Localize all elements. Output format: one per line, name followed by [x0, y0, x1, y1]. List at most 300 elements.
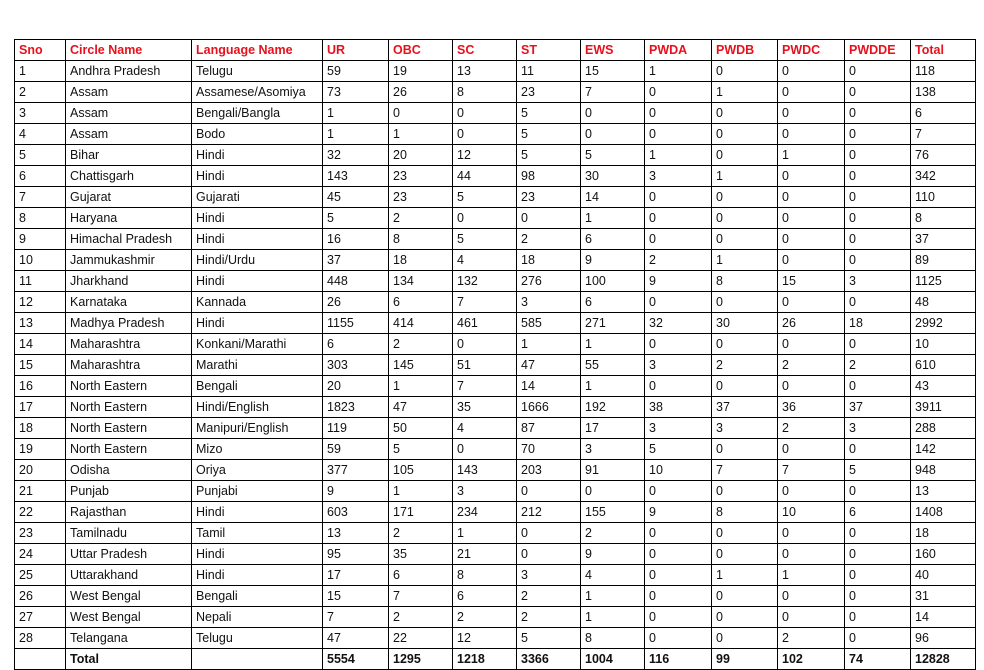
cell-sno[interactable]: 18: [15, 418, 66, 439]
cell-pwdc[interactable]: 1: [778, 145, 845, 166]
cell-circle[interactable]: North Eastern: [66, 418, 192, 439]
cell-st[interactable]: 203: [517, 460, 581, 481]
cell-obc[interactable]: 1: [389, 376, 453, 397]
cell-pwdc[interactable]: 0: [778, 124, 845, 145]
cell-obc[interactable]: 35: [389, 544, 453, 565]
cell-pwdde[interactable]: 0: [845, 61, 911, 82]
cell-sc[interactable]: 6: [453, 586, 517, 607]
cell-pwda[interactable]: 0: [645, 229, 712, 250]
cell-pwdc[interactable]: 26: [778, 313, 845, 334]
cell-ews[interactable]: 9: [581, 544, 645, 565]
cell-pwdb[interactable]: 0: [712, 124, 778, 145]
table-row[interactable]: [15, 523, 976, 544]
cell-ews[interactable]: 0: [581, 103, 645, 124]
cell-ews[interactable]: 55: [581, 355, 645, 376]
cell-sc[interactable]: 143: [453, 460, 517, 481]
cell-st[interactable]: 23: [517, 187, 581, 208]
cell-total[interactable]: 6: [911, 103, 976, 124]
cell-ews[interactable]: 7: [581, 82, 645, 103]
cell-pwdc[interactable]: 2: [778, 355, 845, 376]
cell-sno[interactable]: 2: [15, 82, 66, 103]
cell-st[interactable]: 23: [517, 82, 581, 103]
cell-pwdc[interactable]: 0: [778, 481, 845, 502]
table-row[interactable]: [15, 166, 976, 187]
cell-st[interactable]: 14: [517, 376, 581, 397]
cell-obc[interactable]: 2: [389, 334, 453, 355]
cell-pwdb[interactable]: 0: [712, 292, 778, 313]
cell-ews[interactable]: 271: [581, 313, 645, 334]
cell-total[interactable]: 118: [911, 61, 976, 82]
cell-pwdde[interactable]: 6: [845, 502, 911, 523]
cell-total[interactable]: 96: [911, 628, 976, 649]
cell-pwda[interactable]: 3: [645, 166, 712, 187]
cell-total[interactable]: 89: [911, 250, 976, 271]
cell-circle[interactable]: Gujarat: [66, 187, 192, 208]
cell-ews[interactable]: 1: [581, 334, 645, 355]
cell-sc[interactable]: 12: [453, 145, 517, 166]
cell-pwdb[interactable]: 1: [712, 250, 778, 271]
cell-st[interactable]: 2: [517, 607, 581, 628]
cell-pwda[interactable]: 32: [645, 313, 712, 334]
table-row[interactable]: [15, 481, 976, 502]
cell-sno[interactable]: 16: [15, 376, 66, 397]
cell-total[interactable]: 13: [911, 481, 976, 502]
cell-obc[interactable]: 18: [389, 250, 453, 271]
cell-total[interactable]: 1408: [911, 502, 976, 523]
cell-total[interactable]: 14: [911, 607, 976, 628]
cell-pwdde[interactable]: 3: [845, 271, 911, 292]
cell-circle[interactable]: West Bengal: [66, 607, 192, 628]
cell-sno[interactable]: 13: [15, 313, 66, 334]
total-cell-pwdde[interactable]: 74: [845, 649, 911, 670]
cell-sc[interactable]: 4: [453, 250, 517, 271]
cell-pwdc[interactable]: 15: [778, 271, 845, 292]
cell-pwdc[interactable]: 0: [778, 607, 845, 628]
cell-pwdb[interactable]: 0: [712, 145, 778, 166]
cell-pwdde[interactable]: 0: [845, 292, 911, 313]
cell-circle[interactable]: Maharashtra: [66, 334, 192, 355]
cell-obc[interactable]: 50: [389, 418, 453, 439]
total-cell-st[interactable]: 3366: [517, 649, 581, 670]
cell-st[interactable]: 5: [517, 628, 581, 649]
cell-ur[interactable]: 17: [323, 565, 389, 586]
table-row[interactable]: [15, 229, 976, 250]
cell-ews[interactable]: 30: [581, 166, 645, 187]
cell-pwdc[interactable]: 0: [778, 103, 845, 124]
total-cell-pwdb[interactable]: 99: [712, 649, 778, 670]
cell-total[interactable]: 31: [911, 586, 976, 607]
cell-obc[interactable]: 2: [389, 208, 453, 229]
cell-obc[interactable]: 20: [389, 145, 453, 166]
cell-sno[interactable]: 28: [15, 628, 66, 649]
cell-pwdc[interactable]: 0: [778, 82, 845, 103]
cell-st[interactable]: 0: [517, 481, 581, 502]
cell-pwdde[interactable]: 0: [845, 124, 911, 145]
column-header-ews[interactable]: EWS: [581, 40, 645, 61]
cell-pwdde[interactable]: 0: [845, 187, 911, 208]
cell-lang[interactable]: Hindi: [192, 544, 323, 565]
cell-circle[interactable]: North Eastern: [66, 376, 192, 397]
table-row[interactable]: [15, 250, 976, 271]
cell-pwda[interactable]: 0: [645, 586, 712, 607]
cell-pwdc[interactable]: 36: [778, 397, 845, 418]
cell-ur[interactable]: 45: [323, 187, 389, 208]
cell-sno[interactable]: 15: [15, 355, 66, 376]
cell-lang[interactable]: Hindi: [192, 502, 323, 523]
cell-ur[interactable]: 1: [323, 103, 389, 124]
table-row[interactable]: [15, 607, 976, 628]
cell-pwda[interactable]: 0: [645, 565, 712, 586]
cell-sc[interactable]: 8: [453, 565, 517, 586]
cell-pwdc[interactable]: 0: [778, 376, 845, 397]
cell-pwdb[interactable]: 0: [712, 523, 778, 544]
cell-total[interactable]: 342: [911, 166, 976, 187]
cell-ur[interactable]: 6: [323, 334, 389, 355]
cell-total[interactable]: 7: [911, 124, 976, 145]
cell-pwdde[interactable]: 0: [845, 82, 911, 103]
cell-pwdb[interactable]: 30: [712, 313, 778, 334]
total-cell-sno[interactable]: [15, 649, 66, 670]
cell-st[interactable]: 98: [517, 166, 581, 187]
cell-ews[interactable]: 0: [581, 124, 645, 145]
cell-pwdb[interactable]: 0: [712, 334, 778, 355]
table-row[interactable]: [15, 628, 976, 649]
total-cell-ews[interactable]: 1004: [581, 649, 645, 670]
cell-pwda[interactable]: 0: [645, 187, 712, 208]
cell-pwdde[interactable]: 0: [845, 565, 911, 586]
cell-obc[interactable]: 145: [389, 355, 453, 376]
column-header-total[interactable]: Total: [911, 40, 976, 61]
cell-obc[interactable]: 22: [389, 628, 453, 649]
cell-sc[interactable]: 7: [453, 292, 517, 313]
cell-pwdb[interactable]: 3: [712, 418, 778, 439]
cell-pwdc[interactable]: 0: [778, 586, 845, 607]
cell-pwdc[interactable]: 0: [778, 334, 845, 355]
total-cell-sc[interactable]: 1218: [453, 649, 517, 670]
cell-pwdb[interactable]: 8: [712, 271, 778, 292]
cell-total[interactable]: 37: [911, 229, 976, 250]
table-row[interactable]: [15, 586, 976, 607]
cell-ews[interactable]: 6: [581, 292, 645, 313]
cell-circle[interactable]: Jammukashmir: [66, 250, 192, 271]
cell-pwda[interactable]: 1: [645, 61, 712, 82]
cell-total[interactable]: 18: [911, 523, 976, 544]
cell-obc[interactable]: 6: [389, 292, 453, 313]
cell-lang[interactable]: Bengali: [192, 376, 323, 397]
cell-obc[interactable]: 19: [389, 61, 453, 82]
cell-lang[interactable]: Hindi/Urdu: [192, 250, 323, 271]
cell-pwdde[interactable]: 0: [845, 250, 911, 271]
cell-sno[interactable]: 3: [15, 103, 66, 124]
cell-pwdb[interactable]: 0: [712, 229, 778, 250]
cell-sc[interactable]: 7: [453, 376, 517, 397]
cell-sc[interactable]: 35: [453, 397, 517, 418]
cell-ews[interactable]: 9: [581, 250, 645, 271]
cell-obc[interactable]: 1: [389, 481, 453, 502]
cell-sno[interactable]: 9: [15, 229, 66, 250]
cell-obc[interactable]: 105: [389, 460, 453, 481]
cell-circle[interactable]: Assam: [66, 82, 192, 103]
cell-total[interactable]: 3911: [911, 397, 976, 418]
cell-pwda[interactable]: 9: [645, 271, 712, 292]
table-row[interactable]: [15, 376, 976, 397]
cell-obc[interactable]: 23: [389, 166, 453, 187]
cell-lang[interactable]: Assamese/Asomiya: [192, 82, 323, 103]
cell-lang[interactable]: Hindi: [192, 313, 323, 334]
cell-ur[interactable]: 59: [323, 61, 389, 82]
cell-obc[interactable]: 2: [389, 523, 453, 544]
cell-ur[interactable]: 303: [323, 355, 389, 376]
table-row[interactable]: [15, 334, 976, 355]
total-cell-pwdc[interactable]: 102: [778, 649, 845, 670]
cell-pwdb[interactable]: 7: [712, 460, 778, 481]
cell-circle[interactable]: Jharkhand: [66, 271, 192, 292]
table-row[interactable]: [15, 208, 976, 229]
cell-ur[interactable]: 448: [323, 271, 389, 292]
cell-sno[interactable]: 26: [15, 586, 66, 607]
cell-total[interactable]: 142: [911, 439, 976, 460]
cell-ur[interactable]: 32: [323, 145, 389, 166]
cell-pwdde[interactable]: 5: [845, 460, 911, 481]
cell-pwda[interactable]: 38: [645, 397, 712, 418]
cell-lang[interactable]: Oriya: [192, 460, 323, 481]
cell-pwdc[interactable]: 0: [778, 292, 845, 313]
cell-pwdb[interactable]: 0: [712, 439, 778, 460]
cell-sno[interactable]: 11: [15, 271, 66, 292]
cell-pwdb[interactable]: 2: [712, 355, 778, 376]
cell-ews[interactable]: 5: [581, 145, 645, 166]
cell-ews[interactable]: 192: [581, 397, 645, 418]
cell-ews[interactable]: 1: [581, 607, 645, 628]
cell-pwda[interactable]: 3: [645, 355, 712, 376]
cell-sc[interactable]: 0: [453, 124, 517, 145]
cell-sc[interactable]: 8: [453, 82, 517, 103]
cell-ews[interactable]: 155: [581, 502, 645, 523]
cell-pwdb[interactable]: 0: [712, 187, 778, 208]
cell-ur[interactable]: 1: [323, 124, 389, 145]
cell-pwdb[interactable]: 0: [712, 544, 778, 565]
column-header-ur[interactable]: UR: [323, 40, 389, 61]
cell-pwdb[interactable]: 8: [712, 502, 778, 523]
cell-st[interactable]: 87: [517, 418, 581, 439]
cell-sno[interactable]: 1: [15, 61, 66, 82]
cell-circle[interactable]: West Bengal: [66, 586, 192, 607]
cell-sc[interactable]: 0: [453, 208, 517, 229]
cell-lang[interactable]: Mizo: [192, 439, 323, 460]
cell-total[interactable]: 160: [911, 544, 976, 565]
table-row[interactable]: [15, 502, 976, 523]
cell-ur[interactable]: 5: [323, 208, 389, 229]
cell-total[interactable]: 40: [911, 565, 976, 586]
cell-lang[interactable]: Hindi/English: [192, 397, 323, 418]
cell-pwdc[interactable]: 2: [778, 418, 845, 439]
cell-sno[interactable]: 22: [15, 502, 66, 523]
cell-pwda[interactable]: 0: [645, 628, 712, 649]
cell-ur[interactable]: 9: [323, 481, 389, 502]
cell-pwda[interactable]: 0: [645, 292, 712, 313]
cell-lang[interactable]: Hindi: [192, 565, 323, 586]
cell-pwdde[interactable]: 0: [845, 166, 911, 187]
cell-obc[interactable]: 414: [389, 313, 453, 334]
cell-st[interactable]: 70: [517, 439, 581, 460]
cell-ews[interactable]: 4: [581, 565, 645, 586]
cell-sno[interactable]: 12: [15, 292, 66, 313]
cell-pwda[interactable]: 0: [645, 124, 712, 145]
cell-total[interactable]: 1125: [911, 271, 976, 292]
total-cell-pwda[interactable]: 116: [645, 649, 712, 670]
cell-circle[interactable]: Tamilnadu: [66, 523, 192, 544]
cell-sno[interactable]: 6: [15, 166, 66, 187]
cell-ur[interactable]: 603: [323, 502, 389, 523]
cell-pwdde[interactable]: 0: [845, 523, 911, 544]
cell-lang[interactable]: Manipuri/English: [192, 418, 323, 439]
cell-sc[interactable]: 0: [453, 103, 517, 124]
cell-pwdc[interactable]: 0: [778, 208, 845, 229]
cell-pwdc[interactable]: 0: [778, 187, 845, 208]
cell-total[interactable]: 76: [911, 145, 976, 166]
cell-circle[interactable]: Andhra Pradesh: [66, 61, 192, 82]
cell-sc[interactable]: 5: [453, 229, 517, 250]
cell-pwdde[interactable]: 0: [845, 145, 911, 166]
cell-ews[interactable]: 17: [581, 418, 645, 439]
cell-obc[interactable]: 2: [389, 607, 453, 628]
column-header-lang[interactable]: Language Name: [192, 40, 323, 61]
cell-pwdb[interactable]: 0: [712, 208, 778, 229]
table-total-row[interactable]: [15, 649, 976, 670]
cell-pwda[interactable]: 9: [645, 502, 712, 523]
table-row[interactable]: [15, 292, 976, 313]
cell-obc[interactable]: 134: [389, 271, 453, 292]
cell-total[interactable]: 948: [911, 460, 976, 481]
cell-sc[interactable]: 234: [453, 502, 517, 523]
cell-pwdb[interactable]: 0: [712, 586, 778, 607]
cell-pwdb[interactable]: 1: [712, 166, 778, 187]
cell-sno[interactable]: 10: [15, 250, 66, 271]
cell-sc[interactable]: 132: [453, 271, 517, 292]
cell-st[interactable]: 18: [517, 250, 581, 271]
cell-circle[interactable]: Telangana: [66, 628, 192, 649]
cell-sc[interactable]: 1: [453, 523, 517, 544]
cell-sno[interactable]: 14: [15, 334, 66, 355]
cell-ews[interactable]: 6: [581, 229, 645, 250]
cell-sc[interactable]: 3: [453, 481, 517, 502]
cell-lang[interactable]: Hindi: [192, 145, 323, 166]
table-row[interactable]: [15, 565, 976, 586]
cell-obc[interactable]: 1: [389, 124, 453, 145]
cell-pwdc[interactable]: 0: [778, 166, 845, 187]
cell-circle[interactable]: Uttarakhand: [66, 565, 192, 586]
cell-sno[interactable]: 24: [15, 544, 66, 565]
column-header-pwdde[interactable]: PWDDE: [845, 40, 911, 61]
cell-pwda[interactable]: 0: [645, 82, 712, 103]
cell-circle[interactable]: North Eastern: [66, 397, 192, 418]
cell-ews[interactable]: 91: [581, 460, 645, 481]
column-header-pwdb[interactable]: PWDB: [712, 40, 778, 61]
cell-sno[interactable]: 23: [15, 523, 66, 544]
cell-st[interactable]: 0: [517, 544, 581, 565]
cell-sno[interactable]: 7: [15, 187, 66, 208]
cell-pwdc[interactable]: 10: [778, 502, 845, 523]
cell-sno[interactable]: 8: [15, 208, 66, 229]
cell-sc[interactable]: 0: [453, 439, 517, 460]
cell-circle[interactable]: Uttar Pradesh: [66, 544, 192, 565]
cell-lang[interactable]: Tamil: [192, 523, 323, 544]
column-header-st[interactable]: ST: [517, 40, 581, 61]
cell-sc[interactable]: 5: [453, 187, 517, 208]
cell-pwdde[interactable]: 0: [845, 229, 911, 250]
cell-ur[interactable]: 377: [323, 460, 389, 481]
cell-st[interactable]: 3: [517, 292, 581, 313]
cell-sc[interactable]: 51: [453, 355, 517, 376]
cell-ur[interactable]: 37: [323, 250, 389, 271]
cell-total[interactable]: 10: [911, 334, 976, 355]
cell-st[interactable]: 0: [517, 208, 581, 229]
cell-ur[interactable]: 143: [323, 166, 389, 187]
cell-ur[interactable]: 47: [323, 628, 389, 649]
cell-pwdc[interactable]: 0: [778, 250, 845, 271]
cell-pwda[interactable]: 0: [645, 523, 712, 544]
cell-sno[interactable]: 19: [15, 439, 66, 460]
cell-ews[interactable]: 8: [581, 628, 645, 649]
cell-ur[interactable]: 15: [323, 586, 389, 607]
cell-ews[interactable]: 15: [581, 61, 645, 82]
total-cell-circle[interactable]: Total: [66, 649, 192, 670]
cell-sc[interactable]: 21: [453, 544, 517, 565]
cell-lang[interactable]: Telugu: [192, 61, 323, 82]
cell-obc[interactable]: 7: [389, 586, 453, 607]
cell-sno[interactable]: 20: [15, 460, 66, 481]
cell-pwdb[interactable]: 1: [712, 82, 778, 103]
table-row[interactable]: [15, 61, 976, 82]
cell-ews[interactable]: 1: [581, 586, 645, 607]
cell-sno[interactable]: 4: [15, 124, 66, 145]
cell-circle[interactable]: North Eastern: [66, 439, 192, 460]
cell-lang[interactable]: Nepali: [192, 607, 323, 628]
cell-ur[interactable]: 119: [323, 418, 389, 439]
column-header-sc[interactable]: SC: [453, 40, 517, 61]
cell-circle[interactable]: Karnataka: [66, 292, 192, 313]
cell-pwdde[interactable]: 18: [845, 313, 911, 334]
table-row[interactable]: [15, 124, 976, 145]
cell-pwdde[interactable]: 2: [845, 355, 911, 376]
cell-pwdc[interactable]: 0: [778, 61, 845, 82]
cell-pwdb[interactable]: 0: [712, 103, 778, 124]
cell-st[interactable]: 5: [517, 103, 581, 124]
table-row[interactable]: [15, 355, 976, 376]
cell-circle[interactable]: Assam: [66, 124, 192, 145]
cell-st[interactable]: 5: [517, 145, 581, 166]
cell-pwdde[interactable]: 0: [845, 334, 911, 355]
cell-st[interactable]: 0: [517, 523, 581, 544]
cell-ur[interactable]: 16: [323, 229, 389, 250]
cell-st[interactable]: 1: [517, 334, 581, 355]
cell-lang[interactable]: Kannada: [192, 292, 323, 313]
cell-sc[interactable]: 0: [453, 334, 517, 355]
cell-st[interactable]: 585: [517, 313, 581, 334]
cell-ews[interactable]: 1: [581, 376, 645, 397]
cell-sc[interactable]: 4: [453, 418, 517, 439]
cell-pwdb[interactable]: 0: [712, 628, 778, 649]
cell-st[interactable]: 276: [517, 271, 581, 292]
cell-lang[interactable]: Hindi: [192, 208, 323, 229]
cell-st[interactable]: 47: [517, 355, 581, 376]
cell-pwda[interactable]: 10: [645, 460, 712, 481]
cell-pwdb[interactable]: 0: [712, 481, 778, 502]
cell-pwdb[interactable]: 37: [712, 397, 778, 418]
cell-obc[interactable]: 8: [389, 229, 453, 250]
cell-obc[interactable]: 171: [389, 502, 453, 523]
table-row[interactable]: [15, 544, 976, 565]
